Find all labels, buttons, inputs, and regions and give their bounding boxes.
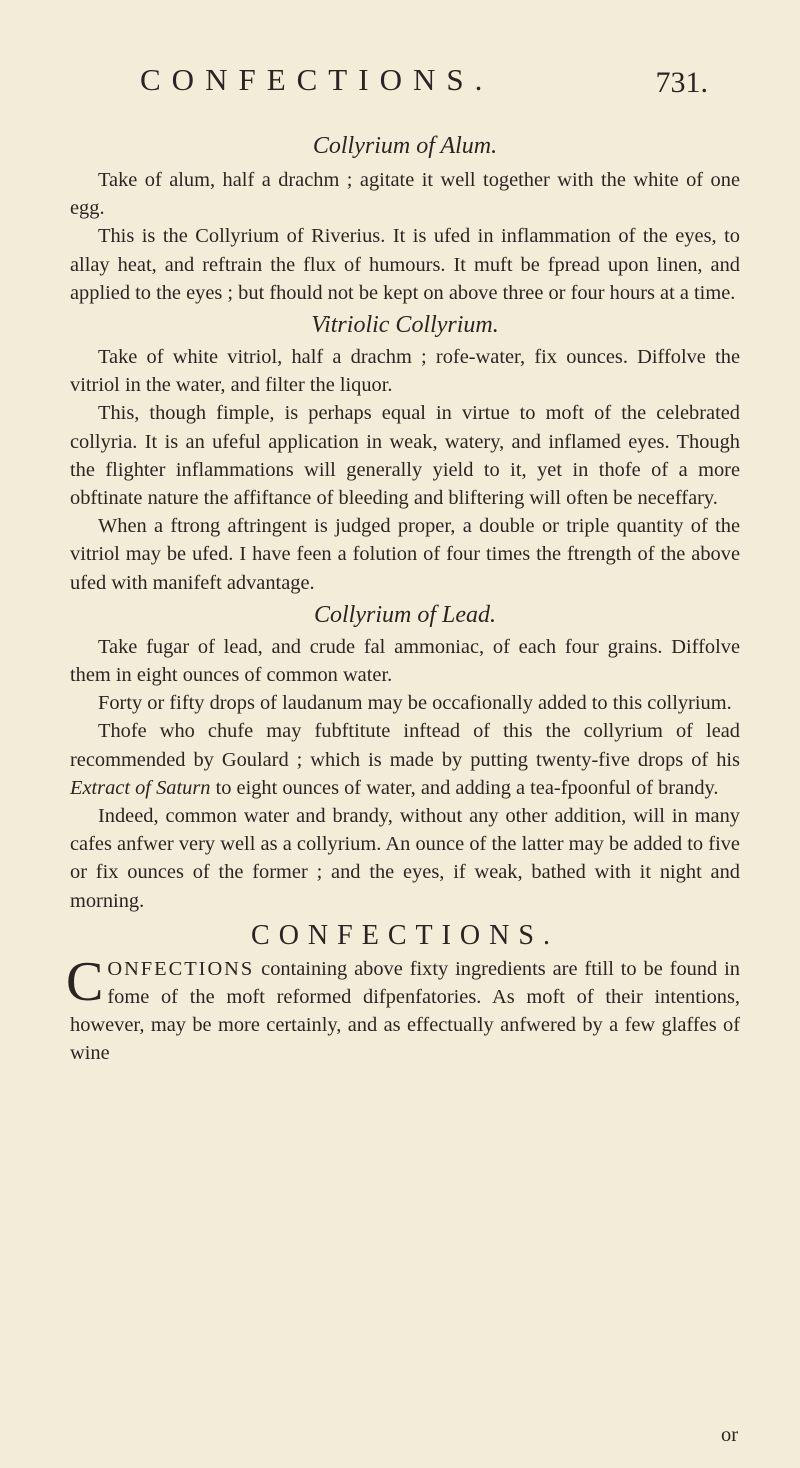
paragraph: Take fugar of lead, and crude fal ammoniac, of each four grains. Diffolve them in eight ounces of common water. <box>70 635 740 687</box>
paragraph: Take of white vitriol, half a drachm ; rofe-water, fix ounces. Diffolve the vitriol in the water, and filter the liquor. <box>70 346 740 397</box>
running-title: CONFECTIONS. <box>140 62 494 97</box>
paragraph: This, though fimple, is perhaps equal in virtue to moft of the celebrated collyria. It is an ufeful application in weak, watery, and inflamed eyes. Though the flighter inflammations will generally yield to it, yet in thofe of a more obftinate nature the affiftance of bleeding and bliftering will often be neceffary. <box>70 402 740 510</box>
paragraph: Indeed, common water and brandy, without any other addition, will in many cafes anfwer very well as a collyrium. An ounce of the latter may be added to five or fix ounces of the former ; and the eyes, if weak, bathed with it night and morning. <box>70 805 740 912</box>
confections-title: CONFECTIONS. <box>251 919 559 951</box>
paragraph: Take of alum, half a drachm ; agitate it well together with the white of one egg. <box>70 169 740 220</box>
paragraph: When a ftrong aftringent is judged proper, a double or triple quantity of the vitriol may be ufed. I have feen a folution of four times the ftrength of the above ufed with manifeft advantage. <box>70 515 740 594</box>
paragraph: This is the Collyrium of Riverius. It is ufed in inflammation of the eyes, to allay heat, and reftrain the flux of humours. It muft be fpread upon linen, and applied to the eyes ; but fhould not be kept on above three or four hours at a time. <box>70 225 740 304</box>
section-heading-vitriolic: Vitriolic Collyrium. <box>311 312 499 339</box>
paragraph: Forty or fifty drops of laudanum may be occafionally added to this collyrium. <box>98 692 732 715</box>
italic-title: Extract of Saturn <box>70 776 211 799</box>
catchword: or <box>721 1424 738 1446</box>
section-heading-alum: Collyrium of Alum. <box>312 133 498 159</box>
page-number: 731. <box>655 66 708 99</box>
confections-paragraph: CONFECTIONS containing above fixty ingredients are ftill to be found in fome of the moft reformed difpenfatories. As moft of their intentions, however, may be more certainly, and as effectually anfwered by a few glaffes of wine <box>66 950 740 1065</box>
section-heading-lead: Collyrium of Lead. <box>313 601 496 628</box>
paragraph-goulard: Thofe who chufe may fubftitute inftead of this the collyrium of lead recommended by Goulard ; which is made by putting twenty-five drops of his Extract of Saturn to eight ounces of water, and adding a tea-fpoonful of brandy. <box>70 720 740 799</box>
running-head <box>140 62 742 102</box>
drop-cap: C <box>66 950 104 1013</box>
lead-small-caps: ONFECTIONS <box>107 957 255 980</box>
page-body <box>66 128 740 1068</box>
